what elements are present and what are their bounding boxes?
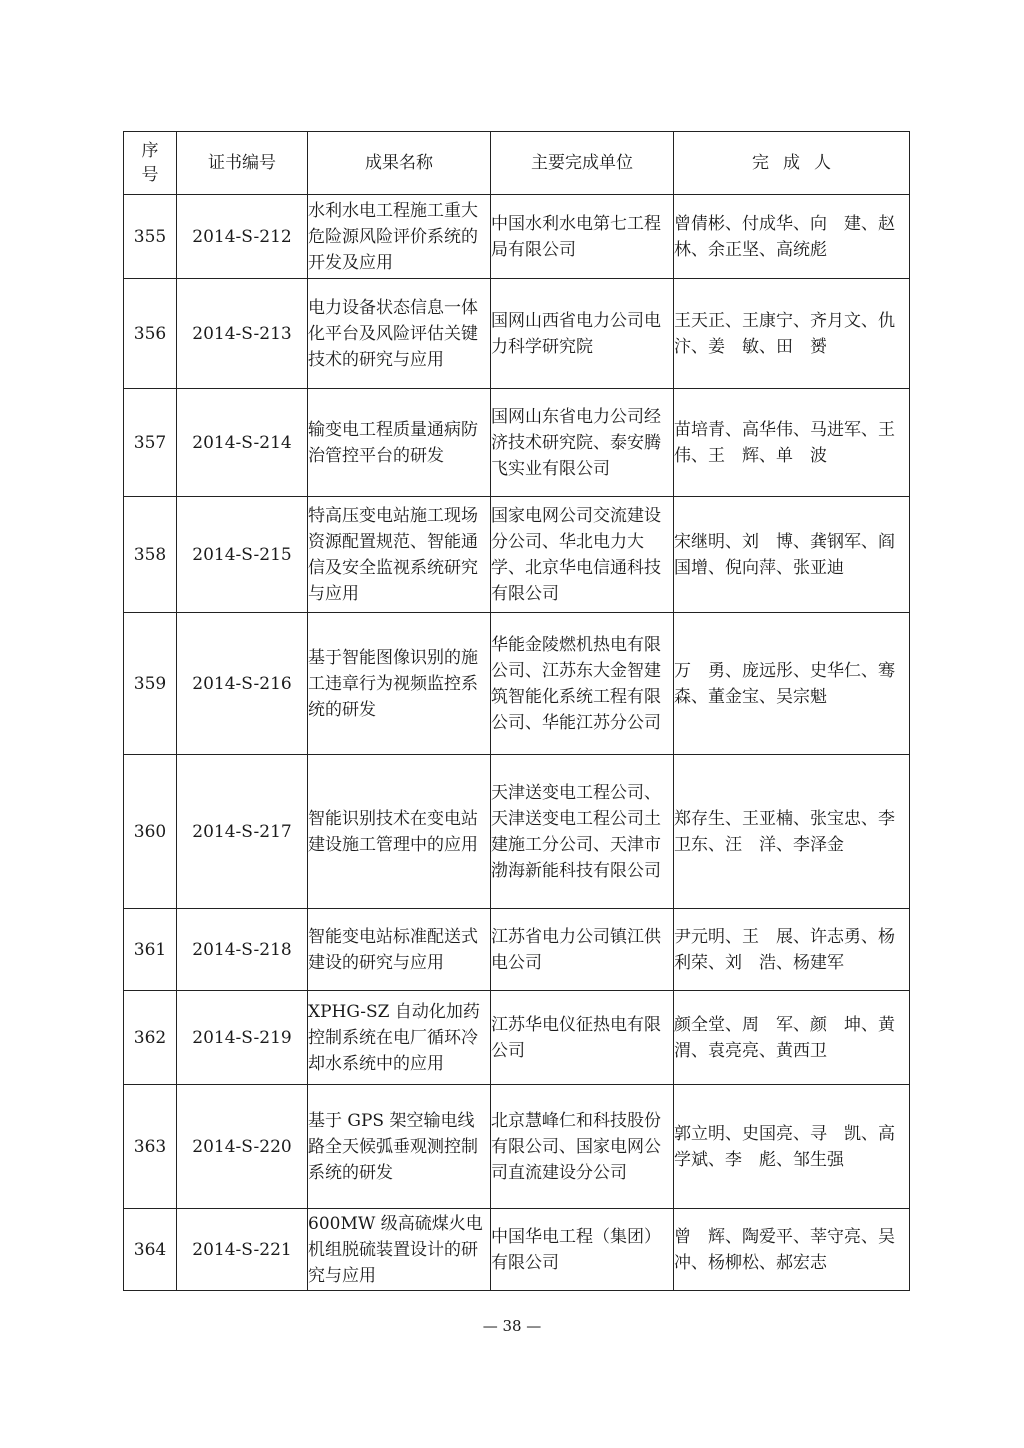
cell-seq: 359 (124, 613, 177, 755)
cell-people: 王天正、王康宁、齐月文、仇 汴、姜 敏、田 赟 (674, 279, 910, 389)
cell-people: 郑存生、王亚楠、张宝忠、李卫东、汪 洋、李泽金 (674, 755, 910, 909)
header-seq (124, 132, 177, 195)
cell-cert: 2014-S-215 (177, 497, 308, 613)
cell-people: 曾倩彬、付成华、向 建、赵 林、余正坚、高统彪 (674, 195, 910, 279)
cell-seq: 360 (124, 755, 177, 909)
cell-name: 智能变电站标准配送式建设的研究与应用 (308, 909, 491, 991)
table-row (124, 755, 910, 909)
cell-people: 曾 辉、陶爱平、莘守亮、吴 冲、杨柳松、郝宏志 (674, 1209, 910, 1291)
cell-people: 郭立明、史国亮、寻 凯、高学斌、李 彪、邹生强 (674, 1085, 910, 1209)
table-row (124, 389, 910, 497)
cell-seq: 362 (124, 991, 177, 1085)
header-people-label: 完成人 (752, 153, 845, 173)
cell-name: 输变电工程质量通病防治管控平台的研发 (308, 389, 491, 497)
cell-name: 电力设备状态信息一体化平台及风险评估关键技术的研究与应用 (308, 279, 491, 389)
cell-unit: 江苏华电仪征热电有限公司 (491, 991, 674, 1085)
header-cert: 证书编号 (177, 132, 308, 195)
cell-name: 特高压变电站施工现场资源配置规范、智能通信及安全监视系统研究与应用 (308, 497, 491, 613)
cell-name: 智能识别技术在变电站建设施工管理中的应用 (308, 755, 491, 909)
cell-unit: 国家电网公司交流建设分公司、华北电力大学、北京华电信通科技有限公司 (491, 497, 674, 613)
cell-name: 基于智能图像识别的施工违章行为视频监控系统的研发 (308, 613, 491, 755)
table-row (124, 991, 910, 1085)
table-row (124, 1209, 910, 1291)
cell-seq: 356 (124, 279, 177, 389)
table-header-row (124, 132, 910, 195)
cell-seq: 357 (124, 389, 177, 497)
cell-cert: 2014-S-219 (177, 991, 308, 1085)
page-number: — 38 — (482, 1317, 542, 1335)
cell-seq: 361 (124, 909, 177, 991)
cell-cert: 2014-S-221 (177, 1209, 308, 1291)
header-name: 成果名称 (308, 132, 491, 195)
cell-seq: 355 (124, 195, 177, 279)
header-people (674, 132, 910, 195)
cell-cert: 2014-S-218 (177, 909, 308, 991)
cell-people: 苗培青、高华伟、马进军、王 伟、王 辉、单 波 (674, 389, 910, 497)
cell-seq: 358 (124, 497, 177, 613)
cell-cert: 2014-S-213 (177, 279, 308, 389)
awards-table (123, 131, 910, 1291)
table-row (124, 909, 910, 991)
cell-seq: 363 (124, 1085, 177, 1209)
cell-unit: 天津送变电工程公司、天津送变电工程公司土建施工分公司、天津市渤海新能科技有限公司 (491, 755, 674, 909)
cell-unit: 国网山东省电力公司经济技术研究院、泰安腾飞实业有限公司 (491, 389, 674, 497)
cell-seq: 364 (124, 1209, 177, 1291)
cell-name: XPHG-SZ 自动化加药控制系统在电厂循环冷却水系统中的应用 (308, 991, 491, 1085)
cell-unit: 华能金陵燃机热电有限公司、江苏东大金智建筑智能化系统工程有限公司、华能江苏分公司 (491, 613, 674, 755)
cell-unit: 北京慧峰仁和科技股份有限公司、国家电网公司直流建设分公司 (491, 1085, 674, 1209)
cell-cert: 2014-S-216 (177, 613, 308, 755)
table-row (124, 279, 910, 389)
cell-cert: 2014-S-214 (177, 389, 308, 497)
cell-unit: 中国水利水电第七工程局有限公司 (491, 195, 674, 279)
cell-cert: 2014-S-217 (177, 755, 308, 909)
cell-cert: 2014-S-212 (177, 195, 308, 279)
cell-people: 万 勇、庞远彤、史华仁、骞 森、董金宝、吴宗魁 (674, 613, 910, 755)
cell-name: 600MW 级高硫煤火电机组脱硫装置设计的研究与应用 (308, 1209, 491, 1291)
table-row (124, 497, 910, 613)
table-row (124, 195, 910, 279)
cell-cert: 2014-S-220 (177, 1085, 308, 1209)
table-row (124, 1085, 910, 1209)
header-seq-label: 序号 (141, 141, 159, 185)
table-row (124, 613, 910, 755)
cell-people: 颜全堂、周 军、颜 坤、黄 渭、袁亮亮、黄西卫 (674, 991, 910, 1085)
cell-unit: 国网山西省电力公司电力科学研究院 (491, 279, 674, 389)
header-unit: 主要完成单位 (491, 132, 674, 195)
cell-name: 基于 GPS 架空输电线路全天候弧垂观测控制系统的研发 (308, 1085, 491, 1209)
cell-unit: 中国华电工程（集团）有限公司 (491, 1209, 674, 1291)
cell-name: 水利水电工程施工重大危险源风险评价系统的开发及应用 (308, 195, 491, 279)
cell-people: 宋继明、刘 博、龚钢军、阎国增、倪向萍、张亚迪 (674, 497, 910, 613)
cell-unit: 江苏省电力公司镇江供电公司 (491, 909, 674, 991)
cell-people: 尹元明、王 展、许志勇、杨利荣、刘 浩、杨建军 (674, 909, 910, 991)
